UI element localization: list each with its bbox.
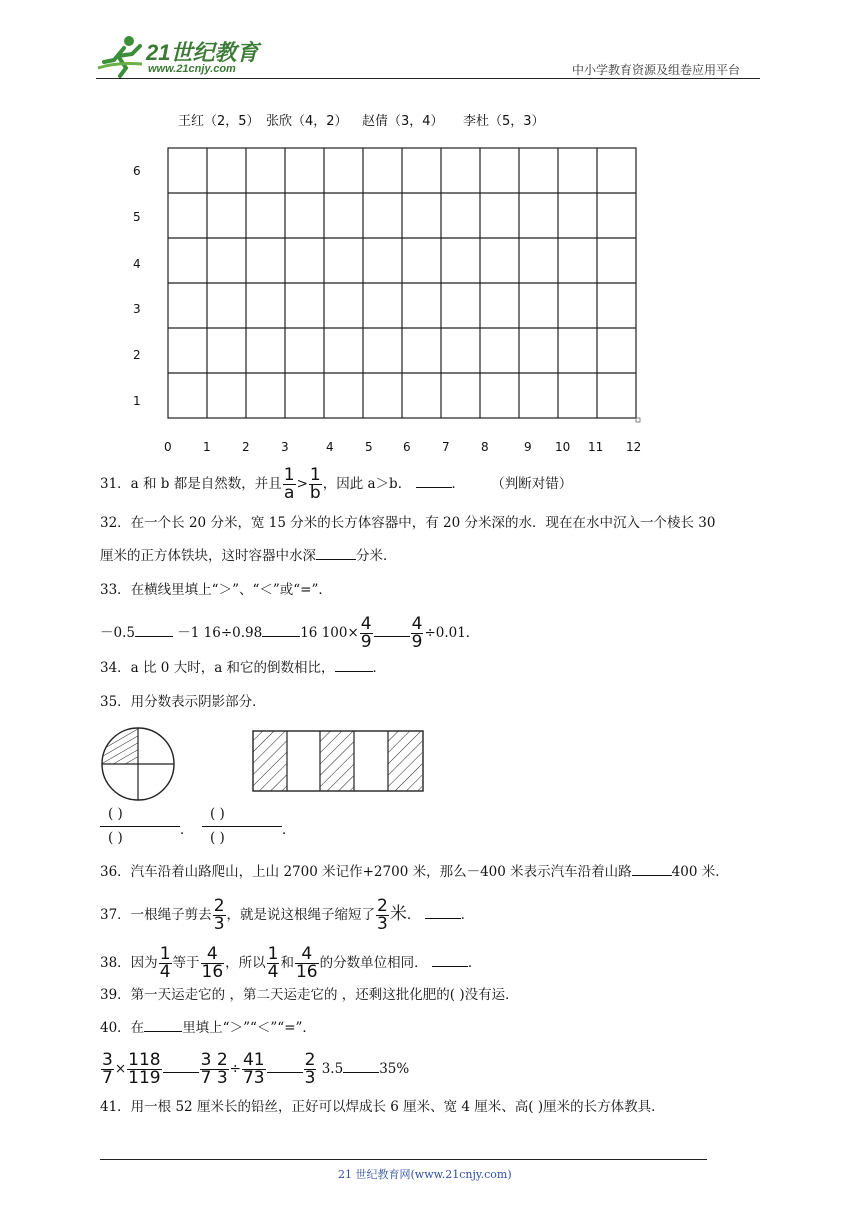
name-label: 张欣（4，2） [266,114,348,129]
x-tick: 9 [524,440,532,454]
q33-item: 16 100× [300,625,359,641]
fraction: $\frac{4}{16}$ [201,944,224,982]
answer-blank[interactable] [374,636,410,637]
question-33-title: 33．在横线里填上“＞”、“＜”或“=”． [100,582,332,598]
fraction-bar [100,826,180,827]
x-tick: 10 [555,440,571,454]
q37-text: ． [406,907,421,923]
name-label: 李杜（5，3） [463,114,545,129]
x-tick: 0 [164,440,172,454]
q36-text: 36．汽车沿着山路爬山，上山 2700 米记作+2700 米，那么－400 米表示汽车沿着山路 [100,864,632,880]
q40-operator: ÷ [229,1061,241,1077]
fraction: $\frac{4}{9}$ [360,614,372,652]
q38-text: 38．因为 [100,955,158,971]
fraction: $\frac{1}{a}$ [283,465,295,503]
x-tick: 7 [442,440,450,454]
answer-blank[interactable] [335,671,373,672]
q32-text: 厘米的正方体铁块，这时容器中水深 [100,548,316,564]
q40-item: 35% [379,1061,410,1077]
fraction: $\frac{2}{3}$ [377,896,388,934]
question-31 [100,467,572,502]
answer-blank[interactable] [135,636,173,637]
question-32-line1: 32．在一个长 20 分米，宽 15 分米的长方体容器中，有 20 分米深的水．现在在水中沉入一个棱长 30 [100,515,716,531]
x-tick: 8 [481,440,489,454]
question-38 [100,946,481,981]
shaded-circle-figure [98,724,178,804]
q37-text: ，就是说这根绳子缩短了 [226,907,376,923]
question-40-title [100,1018,316,1038]
question-36 [100,862,729,882]
coordinate-grid [167,147,641,423]
name-label: 赵倩（3，4） [362,114,444,129]
x-tick: 5 [365,440,373,454]
answer-blank[interactable] [432,966,468,967]
y-tick: 5 [133,210,141,224]
q38-text: 等于 [172,955,200,971]
x-tick: 2 [242,440,250,454]
answer-denominator[interactable]: ( ) [108,830,123,846]
q35-dot: ． [180,822,194,838]
x-tick: 6 [403,440,411,454]
answer-denominator[interactable]: ( ) [210,830,225,846]
logo [96,34,266,78]
answer-numerator[interactable]: ( ) [210,806,225,822]
q31-text: 31．a 和 b 都是自然数，并且 [100,476,282,492]
question-33-items [100,616,479,651]
answer-blank[interactable] [343,1072,379,1073]
y-tick: 6 [133,164,141,178]
answer-numerator[interactable]: ( ) [108,806,123,822]
logo-main-text: 21世纪教育 [146,40,259,65]
shaded-rectangle-figure [252,730,424,792]
question-32-line2 [100,546,397,566]
q38-text: ，所以 [225,955,266,971]
y-tick: 3 [133,302,141,316]
q37-tail: ． [460,907,475,923]
fraction: $\frac{3 2}{7 3}$ [200,1050,228,1088]
q38-text: 和 [280,955,294,971]
question-35-title: 35．用分数表示阴影部分． [100,694,266,710]
x-tick: 1 [203,440,211,454]
q34-text: 34．a 比 0 大时，a 和它的倒数相比， [100,660,335,676]
x-tick: 4 [326,440,334,454]
runner-logo-icon [96,34,148,78]
question-41: 41．用一根 52 厘米长的铅丝，正好可以焊成长 6 厘米、宽 4 厘米、高( )厘米的长方体教具． [100,1099,665,1115]
q31-note: （判断对错） [491,476,573,492]
fraction: $\frac{41}{73}$ [242,1050,265,1088]
answer-blank[interactable] [262,636,300,637]
answer-blank[interactable] [267,1072,303,1073]
q40-text: 里填上“＞”“＜”“=”． [182,1020,316,1036]
fraction: $\frac{4}{9}$ [411,614,423,652]
y-tick: 4 [133,257,141,271]
q36-text: 400 米． [671,864,729,880]
q38-tail: ． [467,955,482,971]
answer-blank[interactable] [425,918,461,919]
q31-text: ，因此 a＞b． [322,476,412,492]
q33-item: ÷0.01． [424,625,480,641]
fraction-bar [202,826,282,827]
answer-blank[interactable] [163,1072,199,1073]
question-39: 39．第一天运走它的 ，第二天运走它的 ，还剩这批化肥的( )没有运． [100,987,519,1003]
y-tick: 2 [133,348,141,362]
q37-text: 37．一根绳子剪去 [100,907,212,923]
q33-item: －0.5 [100,625,135,641]
x-tick: 12 [626,440,642,454]
name-label: 王红（2，5） [178,114,260,129]
fraction: $\frac{2}{3}$ [304,1050,316,1088]
y-tick: 1 [133,394,141,408]
q40-text: 40．在 [100,1020,145,1036]
q37-unit: 米 [389,904,407,924]
q32-text: 分米． [356,548,397,564]
question-37 [100,898,474,933]
q40-operator: × [114,1061,127,1077]
question-40-items [100,1052,409,1087]
q34-text: ． [372,660,387,676]
fraction: $\frac{1}{4}$ [267,944,279,982]
q38-text: 的分数单位相同． [319,955,428,971]
fraction: $\frac{4}{16}$ [295,944,318,982]
answer-blank[interactable] [416,487,452,488]
header-rule [96,78,760,79]
question-34 [100,658,386,678]
x-tick: 3 [281,440,289,454]
q40-item: 3.5 [321,1061,344,1077]
q35-dot: ． [282,822,296,838]
q31-tail: ． [451,476,465,492]
footer-text: 21 世纪教育网(www.21cnjy.com) [338,1168,512,1181]
footer-rule [100,1159,707,1160]
x-tick: 11 [588,440,604,454]
fraction: $\frac{2}{3}$ [213,896,225,934]
q33-item: －1 16÷0.98 [177,625,263,641]
fraction: $\frac{118}{119}$ [128,1050,161,1088]
header-platform-text: 中小学教育资源及组卷应用平台 [572,63,741,77]
answer-blank[interactable] [144,1031,182,1032]
answer-blank[interactable] [316,559,356,560]
fraction: $\frac{1}{4}$ [159,944,171,982]
fraction: $\frac{3}{7}$ [102,1050,113,1088]
logo-sub-text: www.21cnjy.com [148,63,236,75]
fraction: $\frac{1}{b}$ [309,465,321,503]
q31-symbol: > [296,476,308,492]
answer-blank[interactable] [632,875,672,876]
